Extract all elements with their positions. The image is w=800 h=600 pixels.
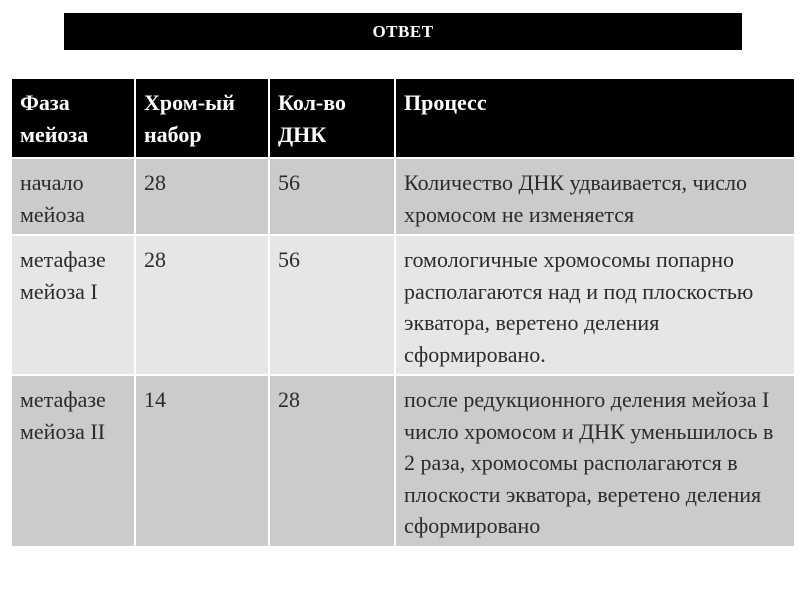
cell-phase: метафазе мейоза I <box>11 235 135 375</box>
header-row <box>11 78 795 158</box>
cell-process: Количество ДНК удваивается, число хромосом не изменяется <box>395 158 795 235</box>
cell-phase: метафазе мейоза II <box>11 375 135 547</box>
cell-phase: начало мейоза <box>11 158 135 235</box>
cell-chrom-set: 28 <box>135 158 269 235</box>
table-row <box>11 235 795 375</box>
cell-chrom-set: 28 <box>135 235 269 375</box>
header-process: Процесс <box>395 78 795 158</box>
cell-dna-count: 28 <box>269 375 395 547</box>
answer-banner: ОТВЕТ <box>64 13 742 50</box>
header-dna-count: Кол-во ДНК <box>269 78 395 158</box>
cell-process: после редукционного деления мейоза I число хромосом и ДНК уменьшилось в 2 раза, хромосомы располагаются в плоскости экватора, веретено деления сформировано <box>395 375 795 547</box>
table-row <box>11 158 795 235</box>
header-phase: Фаза мейоза <box>11 78 135 158</box>
meiosis-table <box>10 77 796 548</box>
cell-dna-count: 56 <box>269 158 395 235</box>
cell-chrom-set: 14 <box>135 375 269 547</box>
cell-dna-count: 56 <box>269 235 395 375</box>
table-row <box>11 375 795 547</box>
cell-process: гомологичные хромосомы попарно располагаются над и под плоскостью экватора, веретено деления сформировано. <box>395 235 795 375</box>
header-chrom-set: Хром-ый набор <box>135 78 269 158</box>
